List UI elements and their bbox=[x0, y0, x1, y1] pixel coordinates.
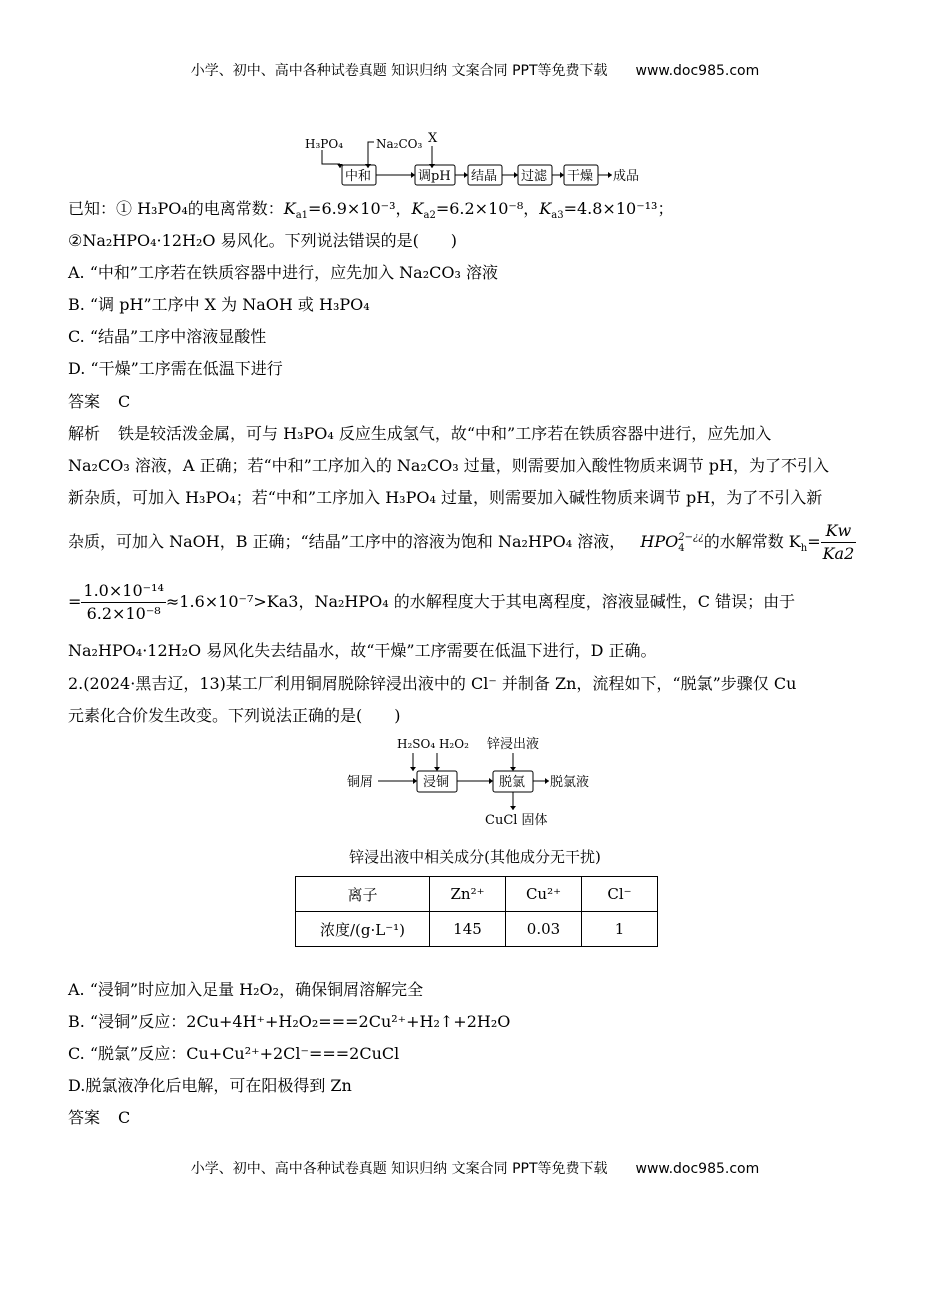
q1-analysis-2: Na₂CO₃ 溶液，A 正确；若“中和”工序加入的 Na₂CO₃ 过量，则需要加入酸性物质来调节 pH，为了不引入 bbox=[68, 456, 829, 475]
footer-url[interactable]: www.doc985.com bbox=[635, 1161, 760, 1177]
table-header-zn: Zn²⁺ bbox=[430, 877, 506, 912]
flow2-dechlorinated-liquid: 脱氯液 bbox=[550, 775, 590, 790]
ka1-value: =6.9×10⁻³， bbox=[308, 199, 412, 218]
flow1-step-adjust-ph: 调pH bbox=[418, 169, 451, 184]
known-2: ②Na₂HPO₄·12H₂O 易风化。下列说法错误的是( ) bbox=[68, 231, 458, 250]
q1-answer-value: C bbox=[118, 392, 131, 411]
q1-option-d: D. “干燥”工序需在低温下进行 bbox=[68, 359, 283, 378]
ka3-value: =4.8×10⁻¹³； bbox=[563, 199, 674, 218]
flow1-input-x: X bbox=[428, 131, 438, 146]
flow1-step-crystallize: 结晶 bbox=[471, 169, 498, 184]
table-header-ion: 离子 bbox=[296, 877, 430, 912]
q1-analysis-text-5: ≈1.6×10⁻⁷>Ka3，Na₂HPO₄ 的水解程度大于其电离程度，溶液显碱性，C 错误；由于 bbox=[165, 592, 796, 611]
table-cell-cu-value: 0.03 bbox=[506, 912, 582, 947]
table-header-cu: Cu²⁺ bbox=[506, 877, 582, 912]
hydrolysis-const-text: 的水解常数 K bbox=[703, 532, 801, 551]
page-footer bbox=[0, 1158, 950, 1178]
q1-answer-label: 答案 bbox=[68, 392, 101, 411]
frac2-numerator: 1.0×10⁻¹⁴ bbox=[81, 580, 165, 603]
footer-text: 小学、初中、高中各种试卷真题 知识归纳 文案合同 PPT等免费下载 bbox=[190, 1161, 608, 1177]
table-header-row bbox=[296, 877, 658, 912]
flow1-step-filter: 过滤 bbox=[521, 169, 548, 184]
frac2-denominator: 6.2×10⁻⁸ bbox=[86, 604, 161, 623]
header-text: 小学、初中、高中各种试卷真题 知识归纳 文案合同 PPT等免费下载 bbox=[190, 63, 608, 79]
frac1-numerator: Kw bbox=[821, 520, 857, 543]
known-1-prefix: 已知：① H₃PO₄的电离常数： bbox=[68, 199, 284, 218]
flow2-step-leach-copper: 浸铜 bbox=[423, 775, 450, 790]
hpo4-subscript: 4 bbox=[678, 542, 685, 554]
table-header-cl: Cl⁻ bbox=[582, 877, 658, 912]
q2-option-a: A. “浸铜”时应加入足量 H₂O₂，确保铜屑溶解完全 bbox=[68, 980, 424, 999]
flow2-reagents: H₂SO₄ H₂O₂ bbox=[397, 737, 469, 751]
flow1-step-neutralize: 中和 bbox=[345, 169, 372, 184]
table-cell-concentration-label: 浓度/(g·L⁻¹) bbox=[296, 912, 430, 947]
flow2-step-dechlorinate: 脱氯 bbox=[499, 775, 526, 790]
ka2-value: =6.2×10⁻⁸， bbox=[435, 199, 540, 218]
numeric-fraction bbox=[81, 580, 165, 625]
kw-over-ka2-fraction bbox=[821, 520, 857, 565]
q2-option-d: D.脱氯液净化后电解，可在阳极得到 Zn bbox=[68, 1076, 352, 1095]
flow2-zinc-leachate: 锌浸出液 bbox=[487, 737, 540, 752]
q1-option-c: C. “结晶”工序中溶液显酸性 bbox=[68, 327, 267, 346]
q2-answer-value: C bbox=[118, 1108, 131, 1127]
q2-stem-1: 2.(2024·黑吉辽，13)某工厂利用铜屑脱除锌浸出液中的 Cl⁻ 并制备 Zn，流程如下，“脱氯”步骤仅 Cu bbox=[68, 674, 797, 693]
q1-analysis-text-4: 杂质，可加入 NaOH，B 正确；“结晶”工序中的溶液为饱和 Na₂HPO₄ 溶液， bbox=[68, 532, 626, 551]
q1-analysis-6: Na₂HPO₄·12H₂O 易风化失去结晶水，故“干燥”工序需要在低温下进行，D 正确。 bbox=[68, 641, 657, 660]
known-1: 已知：① H₃PO₄的电离常数：$K_{a1}=6.9\times 10^{-3}$，$K_{a2}=6.2\times 10^{-8}$，$K_{a3}=4.8\times 10^{-13}$； bbox=[68, 199, 674, 222]
flow2-cucl-solid: CuCl 固体 bbox=[485, 813, 548, 828]
flow1-input-h3po4: H₃PO₄ bbox=[305, 137, 343, 151]
q1-answer bbox=[68, 391, 130, 413]
q2-option-c: C. “脱氯”反应：Cu+Cu²⁺+2Cl⁻===2CuCl bbox=[68, 1044, 400, 1063]
q1-analysis-text-1: 铁是较活泼金属，可与 H₃PO₄ 反应生成氢气，故“中和”工序若在铁质容器中进行，应先加入 bbox=[118, 424, 772, 443]
flow1-step-dry: 干燥 bbox=[567, 169, 594, 184]
flow1-input-na2co3: Na₂CO₃ bbox=[376, 137, 423, 151]
hpo4-charge: 2−¿¿ bbox=[678, 531, 704, 543]
flow2-copper-scrap: 铜屑 bbox=[347, 775, 374, 790]
q1-analysis-5: = $\frac{\text{1.0×10⁻¹⁴}}{\text{6.2×10⁻⁸}}$ ≈1.6×10⁻⁷>Ka3，Na₂HPO₄ 的水解程度大于其电离程度，溶液显碱性，C 错误；由于 bbox=[68, 581, 796, 623]
frac1-denominator: Ka2 bbox=[822, 544, 855, 563]
q1-analysis-3: 新杂质，可加入 H₃PO₄；若“中和”工序加入 H₃PO₄ 过量，则需要加入碱性物质来调节 pH，为了不引入新 bbox=[68, 488, 823, 507]
flow-diagram-2 bbox=[345, 733, 610, 828]
q1-option-b: B. “调 pH”工序中 X 为 NaOH 或 H₃PO₄ bbox=[68, 295, 370, 314]
q2-stem-2: 元素化合价发生改变。下列说法正确的是( ) bbox=[68, 706, 401, 725]
flow-diagram-1 bbox=[300, 128, 660, 190]
q1-option-a: A. “中和”工序若在铁质容器中进行，应先加入 Na₂CO₃ 溶液 bbox=[68, 263, 498, 282]
ion-concentration-table bbox=[295, 876, 658, 947]
kh-subscript: h bbox=[800, 543, 808, 555]
table-title: 锌浸出液中相关成分(其他成分无干扰) bbox=[349, 848, 601, 866]
table-row bbox=[296, 912, 658, 947]
flow1-product: 成品 bbox=[613, 169, 640, 184]
q2-option-b: B. “浸铜”反应：2Cu+4H⁺+H₂O₂===2Cu²⁺+H₂↑+2H₂O bbox=[68, 1012, 511, 1031]
hpo4-ion: HPO bbox=[640, 532, 679, 551]
table-cell-zn-value: 145 bbox=[430, 912, 506, 947]
q1-analysis-4: 杂质，可加入 NaOH，B 正确；“结晶”工序中的溶液为饱和 Na₂HPO₄ 溶液， HPO2−¿¿ 4 的水解常数 $K_h=$ $\frac{Kw}{Ka2}$ bbox=[68, 521, 855, 563]
q1-analysis-1 bbox=[68, 423, 771, 445]
header-url[interactable]: www.doc985.com bbox=[635, 63, 760, 79]
page-header bbox=[0, 60, 950, 80]
q2-answer bbox=[68, 1107, 130, 1129]
q2-answer-label: 答案 bbox=[68, 1108, 101, 1127]
q1-analysis-label: 解析 bbox=[68, 424, 101, 443]
table-cell-cl-value: 1 bbox=[582, 912, 658, 947]
